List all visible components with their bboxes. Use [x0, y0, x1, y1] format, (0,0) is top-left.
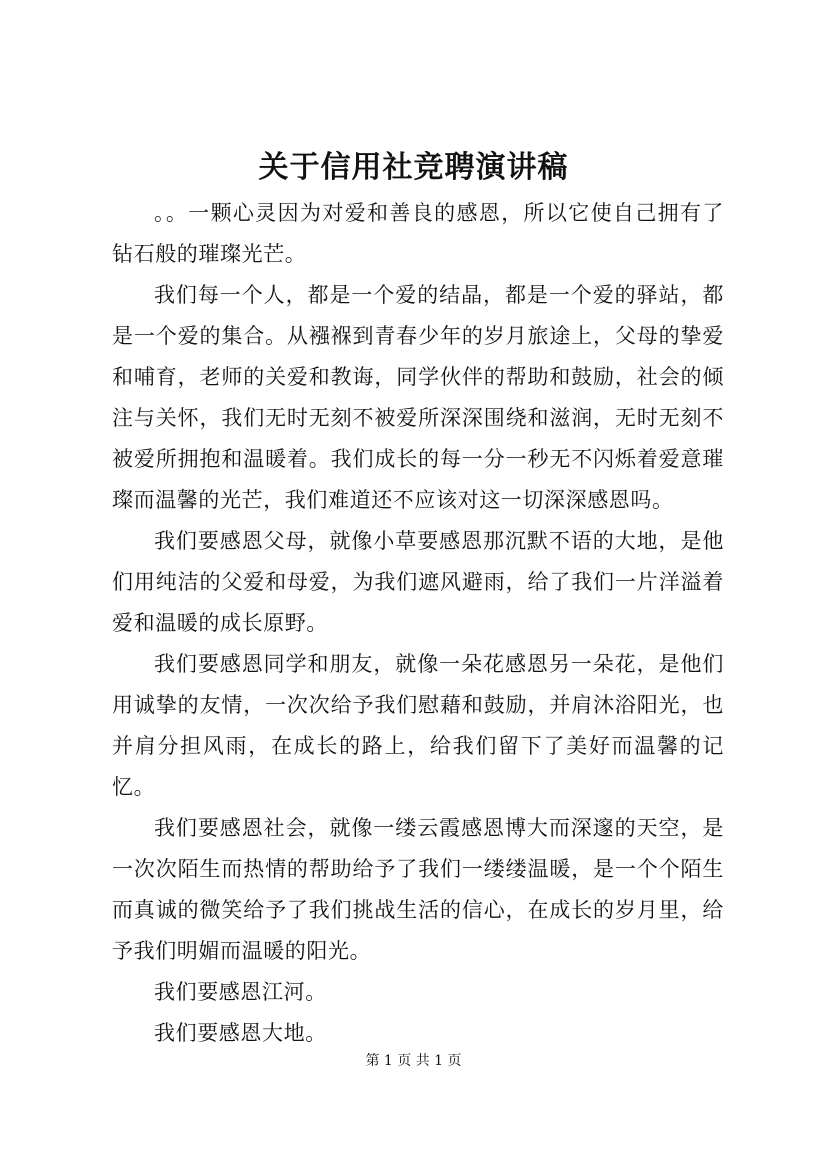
- page-number-footer: 第 1 页 共 1 页: [365, 1053, 462, 1069]
- document-body: [112, 193, 724, 1054]
- paragraph-3: 我们要感恩父母，就像小草要感恩那沉默不语的大地，是他们用纯洁的父爱和母爱，为我们遮风避雨，给了我们一片洋溢着爱和温暖的成长原野。: [112, 529, 724, 635]
- paragraph-6: 我们要感恩江河。: [154, 980, 327, 1004]
- paragraph-5: 我们要感恩社会，就像一缕云霞感恩博大而深邃的天空，是一次次陌生而热情的帮助给予了我们一缕缕温暖，是一个个陌生而真诚的微笑给予了我们挑战生活的信心，在成长的岁月里，给予我们明媚而温暖的阳光。: [112, 816, 724, 963]
- page-title: 关于信用社竞聘演讲稿: [258, 150, 569, 185]
- paragraph-4: 我们要感恩同学和朋友，就像一朵花感恩另一朵花，是他们用诚挚的友情，一次次给予我们慰藉和鼓励，并肩沐浴阳光，也并肩分担风雨，在成长的路上，给我们留下了美好而温馨的记忆。: [112, 652, 724, 799]
- paragraph-1: 。。一颗心灵因为对爱和善良的感恩，所以它使自己拥有了钻石般的璀璨光芒。: [112, 201, 724, 266]
- paragraph-7: 我们要感恩大地。: [154, 1021, 327, 1045]
- paragraph-2: 我们每一个人，都是一个爱的结晶，都是一个爱的驿站，都是一个爱的集合。从襁褓到青春少年的岁月旅途上，父母的挚爱和哺育，老师的关爱和教诲，同学伙伴的帮助和鼓励，社会的倾注与关怀，我们无时无刻不被爱所深深围绕和滋润，无时无刻不被爱所拥抱和温暖着。我们成长的每一分一秒无不闪烁着爱意璀璨而温馨的光芒，我们难道还不应该对这一切深深感恩吗。: [112, 283, 724, 512]
